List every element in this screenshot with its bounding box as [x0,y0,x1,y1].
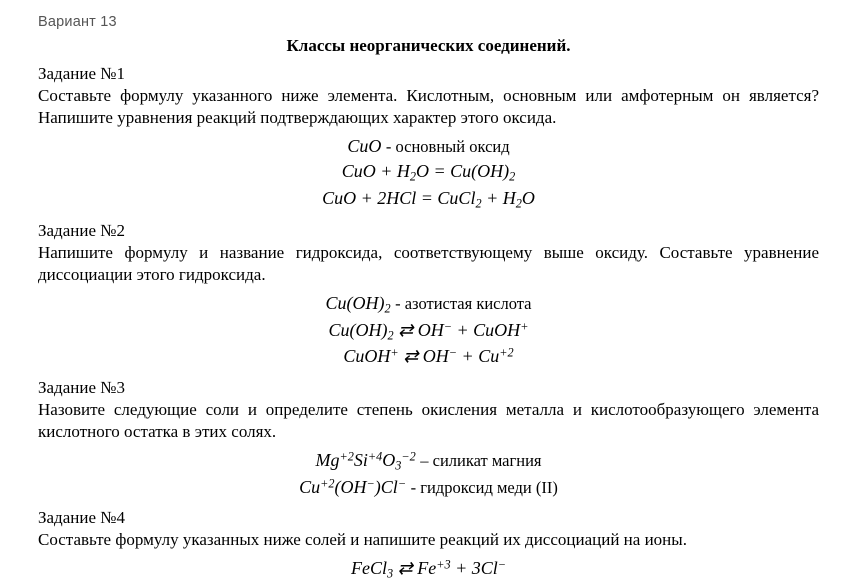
formula-line: CuO + $H_2O = Cu(OH)_2$ [341,161,516,184]
formula-line: FeCl$_3$ ⇄ $Fe^{+3} + 3Cl^-$ [351,556,506,581]
formula-line: $Cu(OH)_2$ - азотистая кислота [325,292,532,316]
task-label-4: Задание №4 [38,508,125,528]
task-label-3: Задание №3 [38,377,125,397]
page-title: Классы неорганических соединений. [286,36,571,55]
formula-block-4 [38,556,819,582]
formula-block-1 [38,134,819,213]
variant-label: Вариант 13 [38,14,117,30]
task-text-4: Составьте формулу указанных ниже солей и напишите реакций их диссоциаций на ионы. [38,530,687,550]
formula-line: CuO - основный оксид [347,135,510,156]
task-label-1: Задание №1 [38,64,125,83]
formula-block-2 [38,291,819,370]
task-label-2: Задание №2 [38,220,125,240]
task-text-1: Составьте формулу указанного ниже элемента. Кислотным, основным или амфотерным он является? Напишите уравнения реакций подтверждающих характер этого оксида. [38,86,819,128]
formula-line: $Mg^{+2}Si^{+4}O_3^{-2}$ – силикат магния [315,449,542,473]
task-text-3: Назовите следующие соли и определите степень окисления металла и кислотообразующего элемента кислотного остатка в этих солях. [38,399,819,442]
task-text-2: Напишите формулу и название гидроксида, соответствующему выше оксиду. Составьте уравнение диссоциации этого гидроксида. [38,242,819,285]
formula-line: CuO + 2HCl = CuCl$_2$ + $H_2O$ [322,188,535,211]
formula-line: CuOH+ ⇄ $OH^- + Cu^{+2}$ [343,345,514,367]
formula-line: $Cu^{+2}(OH^-)Cl^-$ - гидроксид меди (II) [299,476,558,497]
formula-line: $Cu(OH)_2$ ⇄ OH− + CuOH+ [328,319,529,343]
formula-block-3 [38,448,819,500]
